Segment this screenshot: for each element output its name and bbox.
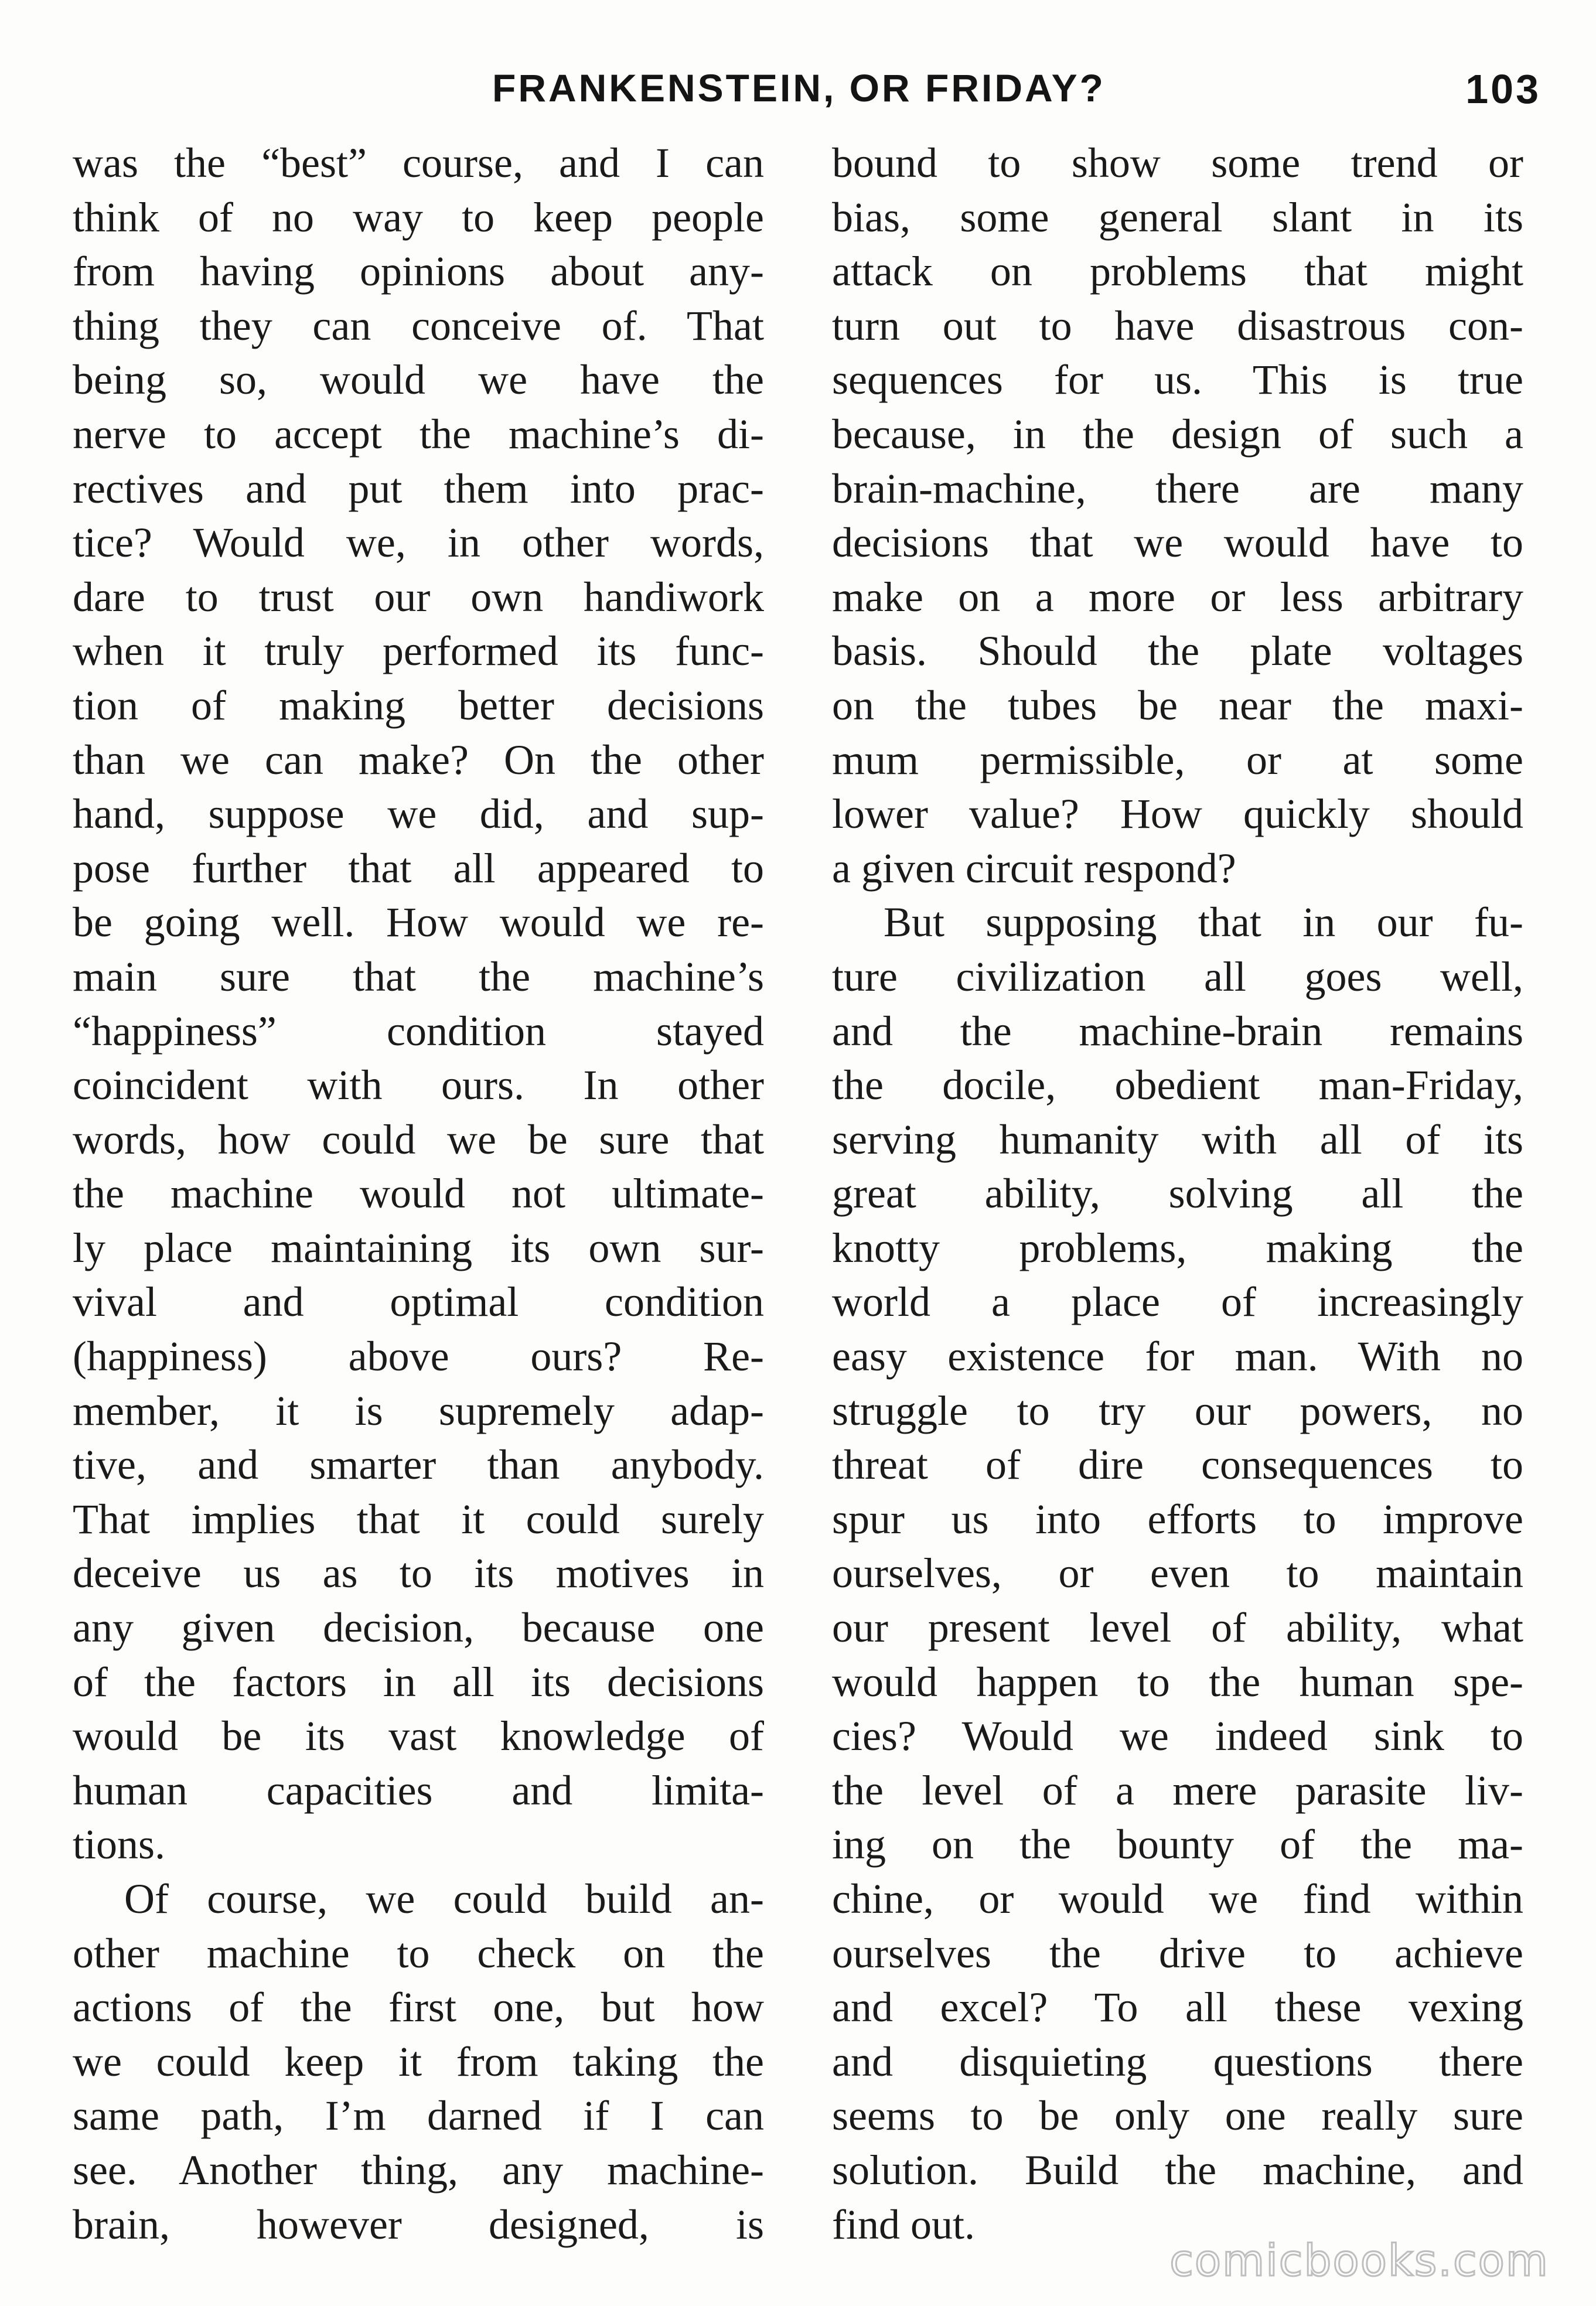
text-line: knotty problems, making the (832, 1224, 1523, 1271)
page-number: 103 (1465, 66, 1541, 112)
text-line: any given decision, because one (73, 1604, 764, 1652)
text-column-left (73, 136, 764, 2252)
text-line: and disquieting questions there (832, 2038, 1523, 2085)
text-line: ourselves the drive to achieve (832, 1929, 1523, 1977)
text-line: make on a more or less arbitrary (832, 573, 1523, 620)
text-line: chine, or would we find within (832, 1875, 1523, 1922)
text-line: spur us into efforts to improve (832, 1495, 1523, 1543)
text-line: solution. Build the machine, and (832, 2146, 1523, 2194)
text-line: and the machine-brain remains (832, 1007, 1523, 1055)
text-line: think of no way to keep people (73, 193, 764, 241)
text-line: tion of making better decisions (73, 681, 764, 729)
text-line: basis. Should the plate voltages (832, 627, 1523, 675)
text-line: bound to show some trend or (832, 139, 1523, 186)
text-line: bias, some general slant in its (832, 193, 1523, 241)
text-line: tive, and smarter than anybody. (73, 1441, 764, 1489)
text-line: “happiness” condition stayed (73, 1007, 764, 1055)
text-line: be going well. How would we re- (73, 899, 764, 946)
text-line: main sure that the machine’s (73, 953, 764, 1000)
text-line: our present level of ability, what (832, 1604, 1523, 1652)
site-watermark: comicbooks.com (1169, 2236, 1549, 2286)
text-line: from having opinions about any- (73, 248, 764, 295)
text-line: attack on problems that might (832, 248, 1523, 295)
text-line: decisions that we would have to (832, 519, 1523, 567)
text-line: would be its vast knowledge of (73, 1713, 764, 1760)
text-line: threat of dire consequences to (832, 1441, 1523, 1489)
text-line: other machine to check on the (73, 1929, 764, 1977)
text-line: world a place of increasingly (832, 1278, 1523, 1326)
text-line: when it truly performed its func- (73, 627, 764, 675)
text-line: thing they can conceive of. That (73, 302, 764, 349)
text-line: easy existence for man. With no (832, 1333, 1523, 1380)
text-line: hand, suppose we did, and sup- (73, 790, 764, 838)
text-line: struggle to try our powers, no (832, 1387, 1523, 1434)
text-line: lower value? How quickly should (832, 790, 1523, 838)
text-line: and excel? To all these vexing (832, 1984, 1523, 2031)
text-line: But supposing that in our fu- (884, 899, 1523, 946)
text-line: brain, however designed, is (73, 2201, 764, 2248)
text-line: ourselves, or even to maintain (832, 1550, 1523, 1597)
text-line: would happen to the human spe- (832, 1658, 1523, 1705)
text-line: see. Another thing, any machine- (73, 2146, 764, 2194)
text-line: nerve to accept the machine’s di- (73, 410, 764, 458)
text-line: member, it is supremely adap- (73, 1387, 764, 1434)
text-column-right (832, 136, 1523, 2252)
text-line: the level of a mere parasite liv- (832, 1766, 1523, 1814)
text-line: pose further that all appeared to (73, 844, 764, 892)
text-line: (happiness) above ours? Re- (73, 1333, 764, 1380)
text-line: seems to be only one really sure (832, 2092, 1523, 2140)
text-line: mum permissible, or at some (832, 736, 1523, 783)
text-line: find out. (832, 2201, 975, 2248)
text-line: ing on the bounty of the ma- (832, 1821, 1523, 1868)
text-line: of the factors in all its decisions (73, 1658, 764, 1705)
text-line: coincident with ours. In other (73, 1062, 764, 1109)
text-line: That implies that it could surely (73, 1495, 764, 1543)
text-line: dare to trust our own handiwork (73, 573, 764, 620)
text-line: because, in the design of such a (832, 410, 1523, 458)
text-line: human capacities and limita- (73, 1766, 764, 1814)
text-line: serving humanity with all of its (832, 1116, 1523, 1163)
text-line: on the tubes be near the maxi- (832, 681, 1523, 729)
text-line: cies? Would we indeed sink to (832, 1713, 1523, 1760)
text-line: a given circuit respond? (832, 844, 1236, 892)
text-line: the machine would not ultimate- (73, 1170, 764, 1217)
text-line: rectives and put them into prac- (73, 465, 764, 512)
text-line: turn out to have disastrous con- (832, 302, 1523, 349)
running-head-title: FRANKENSTEIN, OR FRIDAY? (492, 66, 1106, 110)
text-line: deceive us as to its motives in (73, 1550, 764, 1597)
text-line: words, how could we be sure that (73, 1116, 764, 1163)
text-line: we could keep it from taking the (73, 2038, 764, 2085)
text-line: brain-machine, there are many (832, 465, 1523, 512)
text-line: tions. (73, 1821, 166, 1868)
text-line: was the “best” course, and I can (73, 139, 764, 186)
text-line: tice? Would we, in other words, (73, 519, 764, 567)
text-line: same path, I’m darned if I can (73, 2092, 764, 2140)
text-line: vival and optimal condition (73, 1278, 764, 1326)
text-line: Of course, we could build an- (124, 1875, 764, 1922)
text-line: actions of the first one, but how (73, 1984, 764, 2031)
text-line: than we can make? On the other (73, 736, 764, 783)
text-line: ly place maintaining its own sur- (73, 1224, 764, 1271)
text-line: the docile, obedient man-Friday, (832, 1062, 1523, 1109)
text-line: ture civilization all goes well, (832, 953, 1523, 1000)
text-line: being so, would we have the (73, 356, 764, 404)
text-line: great ability, solving all the (832, 1170, 1523, 1217)
text-line: sequences for us. This is true (832, 356, 1523, 404)
